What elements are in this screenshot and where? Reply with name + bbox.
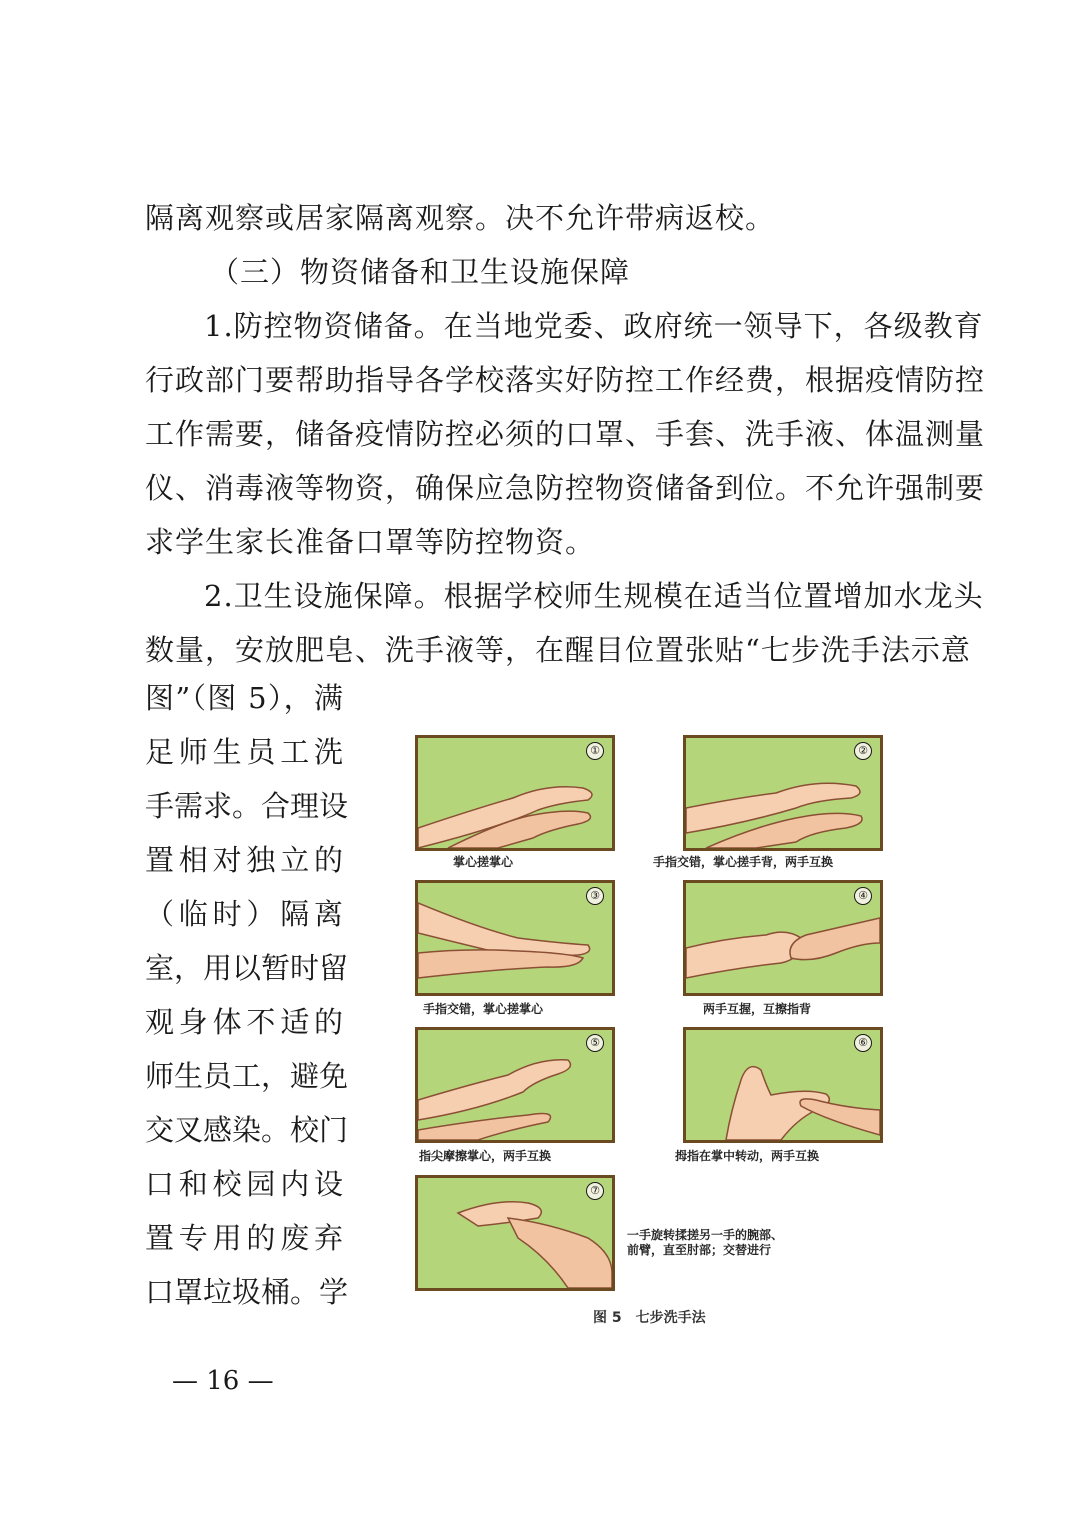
figure-title: 图 5 七步洗手法 bbox=[593, 1310, 706, 1326]
step-caption: 指尖摩擦掌心，两手互换 bbox=[419, 1149, 552, 1163]
paragraph-line: 工作需要，储备疫情防控必须的口罩、手套、洗手液、体温测量 bbox=[145, 417, 986, 451]
paragraph-line: 求学生家长准备口罩等防控物资。 bbox=[145, 525, 596, 559]
step-number-badge: ④ bbox=[854, 887, 872, 905]
step-number-badge: ⑤ bbox=[586, 1034, 604, 1052]
hands-illustration-icon bbox=[418, 1178, 612, 1288]
step-4-panel bbox=[683, 880, 883, 996]
paragraph-line: 行政部门要帮助指导各学校落实好防控工作经费，根据疫情防控 bbox=[145, 363, 986, 397]
paragraph-line: 隔离观察或居家隔离观察。决不允许带病返校。 bbox=[145, 201, 776, 235]
step-2-panel bbox=[683, 735, 883, 851]
hands-illustration-icon bbox=[418, 738, 612, 848]
narrow-column-line: 图”（图 5），满 bbox=[145, 681, 343, 715]
section-heading: （三）物资储备和卫生设施保障 bbox=[210, 255, 631, 289]
hands-illustration-icon bbox=[686, 883, 880, 993]
step-caption: 掌心搓掌心 bbox=[453, 855, 514, 869]
narrow-column-line: 手需求。合理设 bbox=[145, 789, 349, 823]
paragraph-line: 1.防控物资储备。在当地党委、政府统一领导下，各级教育 bbox=[204, 309, 984, 343]
narrow-column-line: 室，用以暂时留 bbox=[145, 951, 349, 985]
step-5-panel bbox=[415, 1027, 615, 1143]
step-7-panel bbox=[415, 1175, 615, 1291]
step-caption: 手指交错，掌心搓手背，两手互换 bbox=[653, 855, 834, 869]
handwashing-figure bbox=[405, 725, 940, 1335]
narrow-column-line: 口罩垃圾桶。学 bbox=[145, 1275, 349, 1309]
step-caption: 前臂，直至肘部；交替进行 bbox=[627, 1243, 772, 1257]
narrow-column-line: 置相对独立的 bbox=[145, 843, 343, 877]
paragraph-line: 仪、消毒液等物资，确保应急防控物资储备到位。不允许强制要 bbox=[145, 471, 986, 505]
hands-illustration-icon bbox=[418, 1030, 612, 1140]
hands-illustration-icon bbox=[686, 738, 880, 848]
step-3-panel bbox=[415, 880, 615, 996]
narrow-column-line: 口和校园内设 bbox=[145, 1167, 343, 1201]
narrow-column-line: （临时）隔离 bbox=[145, 897, 343, 931]
hands-illustration-icon bbox=[418, 883, 612, 993]
step-1-panel bbox=[415, 735, 615, 851]
narrow-column-line: 足师生员工洗 bbox=[145, 735, 343, 769]
paragraph-line: 2.卫生设施保障。根据学校师生规模在适当位置增加水龙头 bbox=[204, 579, 984, 613]
step-caption: 一手旋转揉搓另一手的腕部、 bbox=[627, 1228, 784, 1242]
step-caption: 两手互握，互擦指背 bbox=[703, 1002, 812, 1016]
step-number-badge: ⑦ bbox=[586, 1182, 604, 1200]
paragraph-line: 数量，安放肥皂、洗手液等，在醒目位置张贴“七步洗手法示意 bbox=[145, 633, 971, 667]
step-number-badge: ⑥ bbox=[854, 1034, 872, 1052]
step-number-badge: ② bbox=[854, 742, 872, 760]
page-number: — 16 — bbox=[172, 1366, 274, 1396]
narrow-column-line: 观身体不适的 bbox=[145, 1005, 343, 1039]
step-6-panel bbox=[683, 1027, 883, 1143]
step-number-badge: ① bbox=[586, 742, 604, 760]
narrow-column-line: 师生员工，避免 bbox=[145, 1059, 349, 1093]
step-caption: 手指交错，掌心搓掌心 bbox=[423, 1002, 544, 1016]
narrow-column-line: 交叉感染。校门 bbox=[145, 1113, 349, 1147]
narrow-column-line: 置专用的废弃 bbox=[145, 1221, 343, 1255]
hands-illustration-icon bbox=[686, 1030, 880, 1140]
step-caption: 拇指在掌中转动，两手互换 bbox=[675, 1149, 820, 1163]
step-number-badge: ③ bbox=[586, 887, 604, 905]
